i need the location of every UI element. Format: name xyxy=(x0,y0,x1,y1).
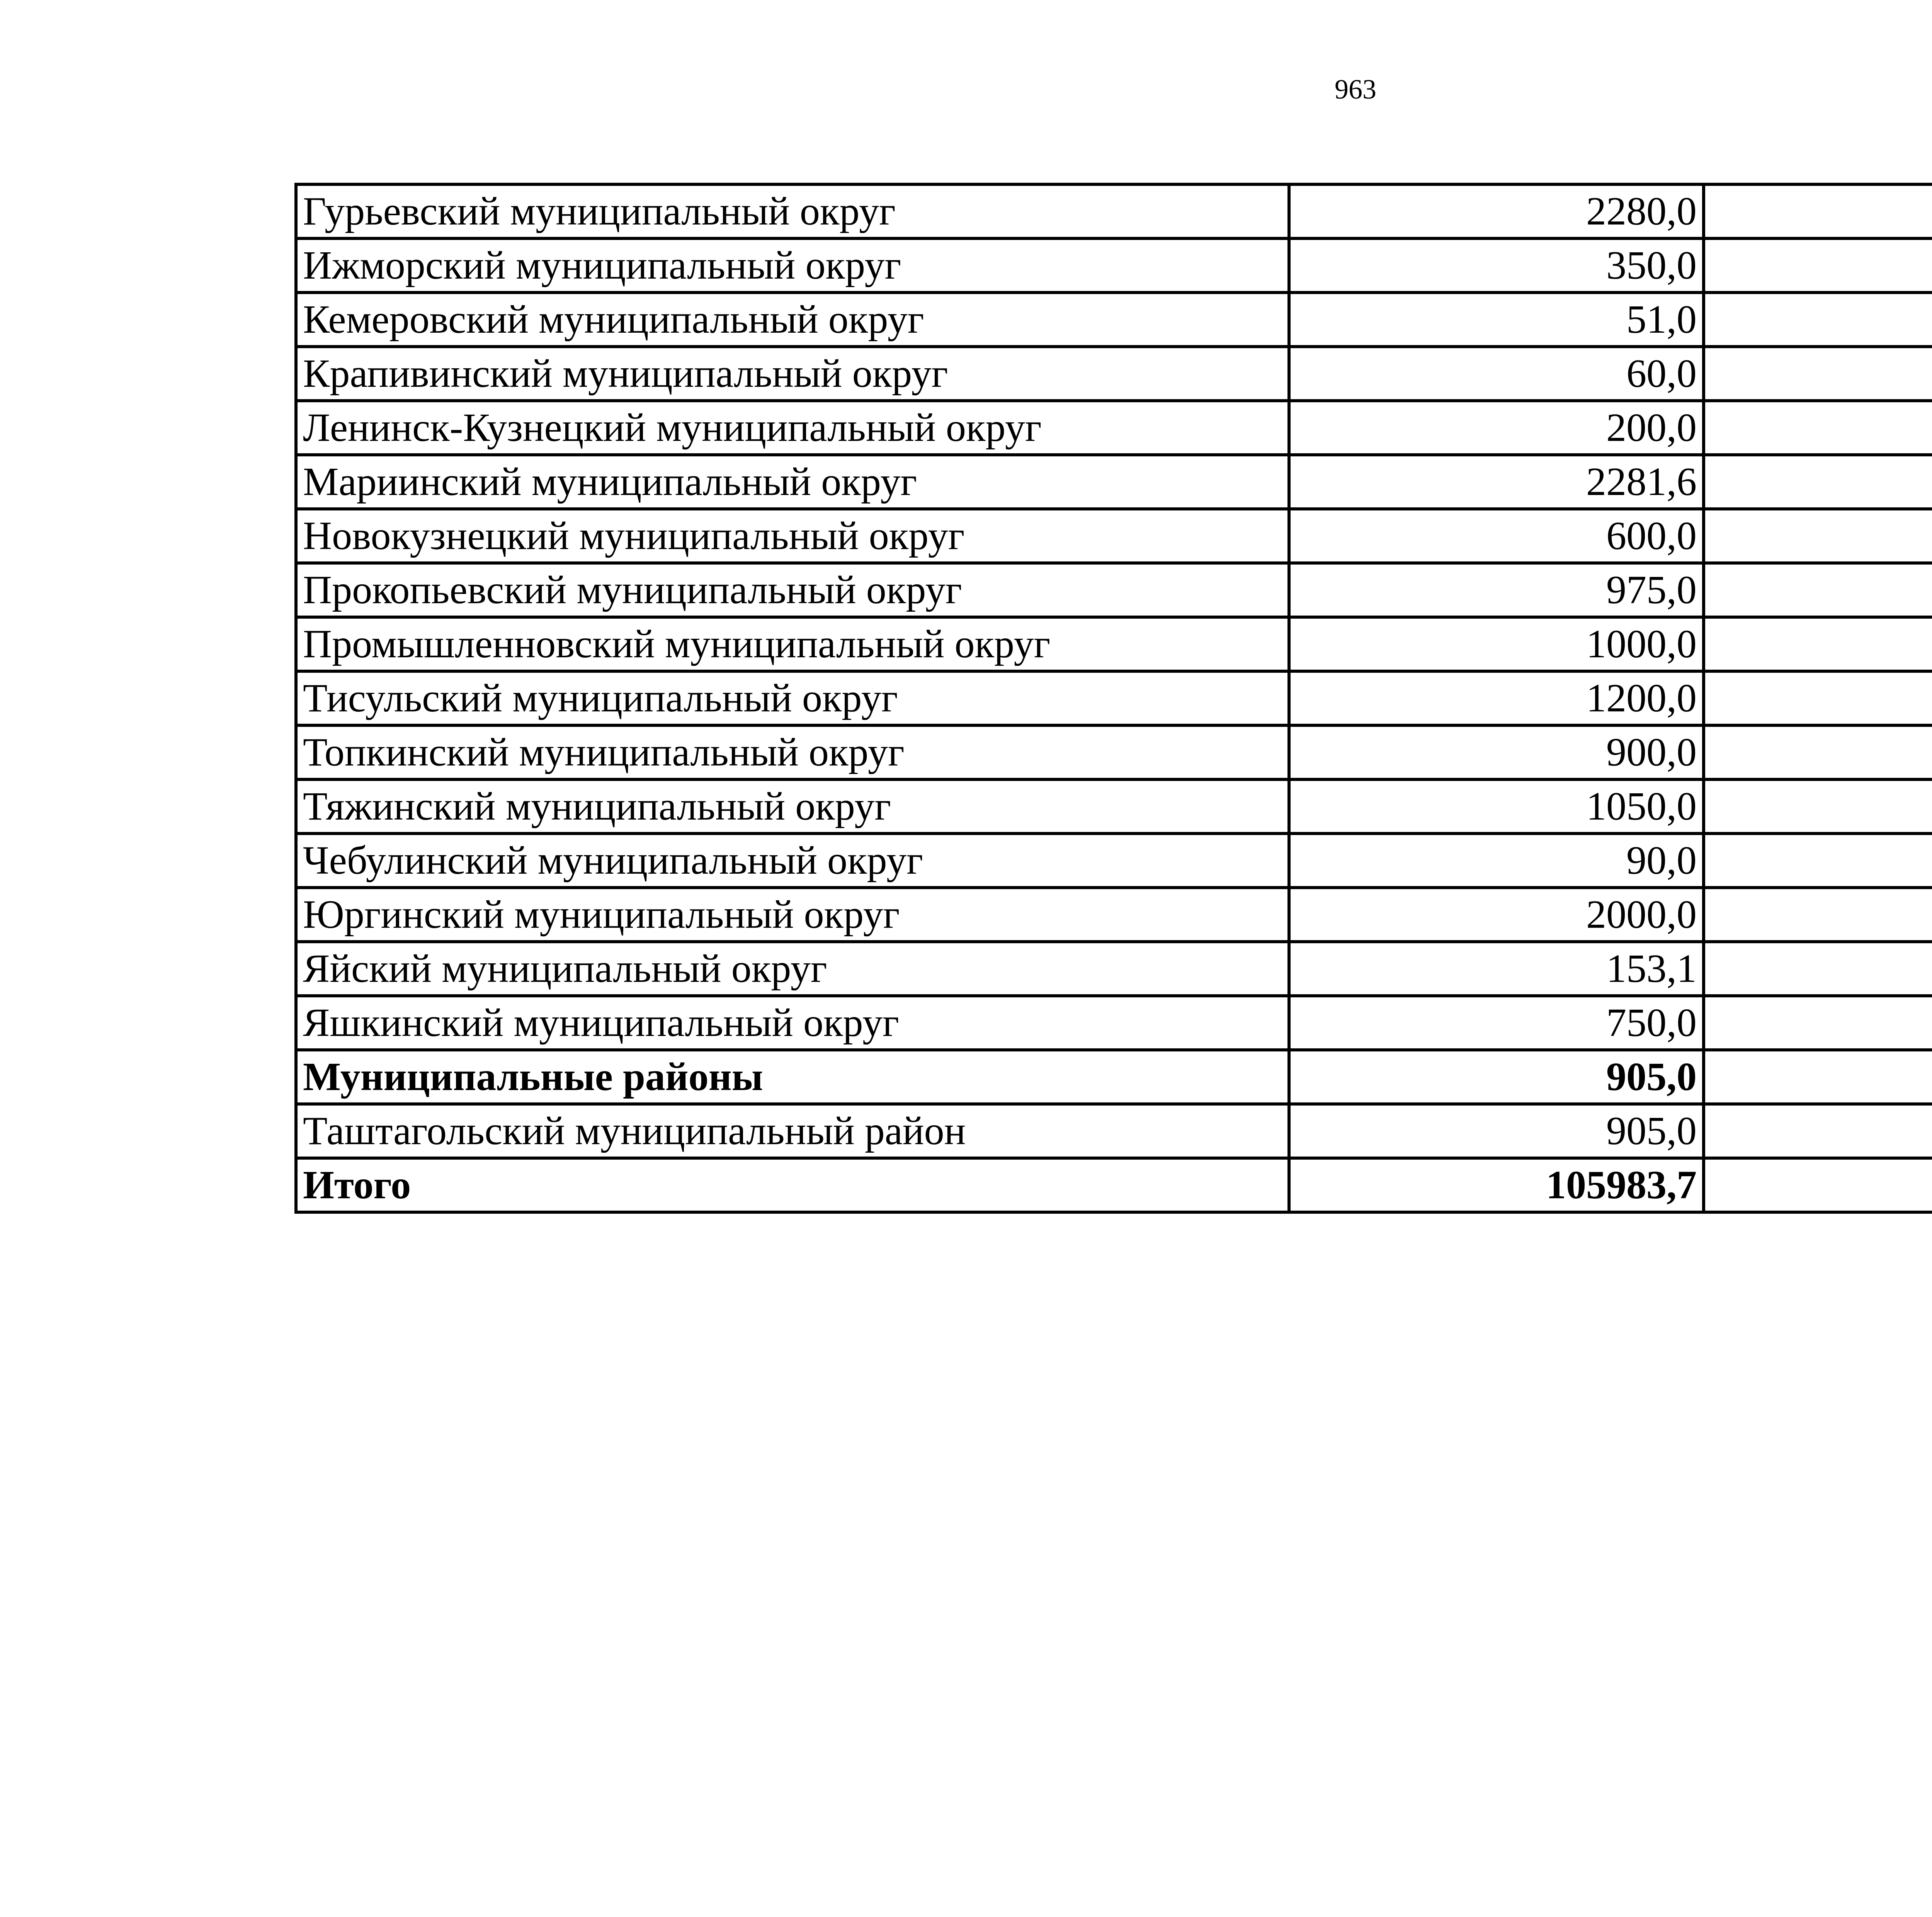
row-name-cell: Прокопьевский муниципальный округ xyxy=(296,563,1289,617)
row-value-cell-1: 60,0 xyxy=(1289,347,1704,401)
table-row xyxy=(296,833,1932,888)
total-row xyxy=(296,1158,1932,1212)
table-row xyxy=(296,725,1932,779)
row-value-cell-1: 1200,0 xyxy=(1289,671,1704,725)
table-row xyxy=(296,1104,1932,1158)
row-name-cell: Промышленновский муниципальный округ xyxy=(296,617,1289,671)
row-value-cell-1: 975,0 xyxy=(1289,563,1704,617)
table-row xyxy=(296,401,1932,455)
row-value-cell-2 xyxy=(1704,1050,1932,1104)
row-name-cell: Яйский муниципальный округ xyxy=(296,942,1289,996)
row-value-cell-2 xyxy=(1704,1104,1932,1158)
row-value-cell-2 xyxy=(1704,1158,1932,1212)
row-value-cell-2 xyxy=(1704,779,1932,833)
row-value-cell-2 xyxy=(1704,942,1932,996)
row-value-cell-2 xyxy=(1704,725,1932,779)
row-value-cell-2 xyxy=(1704,184,1932,238)
row-value-cell-2 xyxy=(1704,563,1932,617)
row-value-cell-2 xyxy=(1704,293,1932,347)
row-value-cell-2 xyxy=(1704,888,1932,942)
row-value-cell-1: 905,0 xyxy=(1289,1104,1704,1158)
row-value-cell-1: 1000,0 xyxy=(1289,617,1704,671)
row-value-cell-2 xyxy=(1704,455,1932,509)
row-name-cell: Итого xyxy=(296,1158,1289,1212)
table-row xyxy=(296,455,1932,509)
row-value-cell-1: 105983,7 xyxy=(1289,1158,1704,1212)
section-row xyxy=(296,1050,1932,1104)
row-name-cell: Таштагольский муниципальный район xyxy=(296,1104,1289,1158)
row-value-cell-1: 90,0 xyxy=(1289,833,1704,888)
table-row xyxy=(296,509,1932,563)
data-table xyxy=(294,183,1932,1214)
row-name-cell: Яшкинский муниципальный округ xyxy=(296,996,1289,1050)
row-name-cell: Муниципальные районы xyxy=(296,1050,1289,1104)
table-body xyxy=(296,184,1932,1212)
table-row xyxy=(296,184,1932,238)
row-value-cell-2 xyxy=(1704,833,1932,888)
table-row xyxy=(296,942,1932,996)
row-value-cell-2 xyxy=(1704,996,1932,1050)
table-row xyxy=(296,996,1932,1050)
row-name-cell: Новокузнецкий муниципальный округ xyxy=(296,509,1289,563)
table-row xyxy=(296,617,1932,671)
row-name-cell: Кемеровский муниципальный округ xyxy=(296,293,1289,347)
table-row xyxy=(296,563,1932,617)
row-name-cell: Юргинский муниципальный округ xyxy=(296,888,1289,942)
row-name-cell: Топкинский муниципальный округ xyxy=(296,725,1289,779)
row-value-cell-1: 153,1 xyxy=(1289,942,1704,996)
row-value-cell-1: 51,0 xyxy=(1289,293,1704,347)
row-value-cell-2 xyxy=(1704,671,1932,725)
row-name-cell: Тисульский муниципальный округ xyxy=(296,671,1289,725)
table-row xyxy=(296,238,1932,293)
row-name-cell: Крапивинский муниципальный округ xyxy=(296,347,1289,401)
row-value-cell-1: 750,0 xyxy=(1289,996,1704,1050)
row-value-cell-2 xyxy=(1704,509,1932,563)
row-value-cell-1: 900,0 xyxy=(1289,725,1704,779)
row-value-cell-1: 2281,6 xyxy=(1289,455,1704,509)
row-value-cell-1: 905,0 xyxy=(1289,1050,1704,1104)
row-value-cell-1: 2000,0 xyxy=(1289,888,1704,942)
row-value-cell-2 xyxy=(1704,238,1932,293)
row-value-cell-2 xyxy=(1704,347,1932,401)
table-row xyxy=(296,671,1932,725)
table-row xyxy=(296,888,1932,942)
row-name-cell: Ижморский муниципальный округ xyxy=(296,238,1289,293)
table-row xyxy=(296,293,1932,347)
table-row xyxy=(296,779,1932,833)
row-name-cell: Тяжинский муниципальный округ xyxy=(296,779,1289,833)
page-number: 963 xyxy=(1335,74,1376,105)
row-name-cell: Чебулинский муниципальный округ xyxy=(296,833,1289,888)
table-row xyxy=(296,347,1932,401)
row-name-cell: Ленинск-Кузнецкий муниципальный округ xyxy=(296,401,1289,455)
row-value-cell-1: 350,0 xyxy=(1289,238,1704,293)
row-name-cell: Гурьевский муниципальный округ xyxy=(296,184,1289,238)
row-name-cell: Мариинский муниципальный округ xyxy=(296,455,1289,509)
row-value-cell-2 xyxy=(1704,617,1932,671)
row-value-cell-1: 200,0 xyxy=(1289,401,1704,455)
row-value-cell-1: 1050,0 xyxy=(1289,779,1704,833)
row-value-cell-2 xyxy=(1704,401,1932,455)
row-value-cell-1: 2280,0 xyxy=(1289,184,1704,238)
row-value-cell-1: 600,0 xyxy=(1289,509,1704,563)
